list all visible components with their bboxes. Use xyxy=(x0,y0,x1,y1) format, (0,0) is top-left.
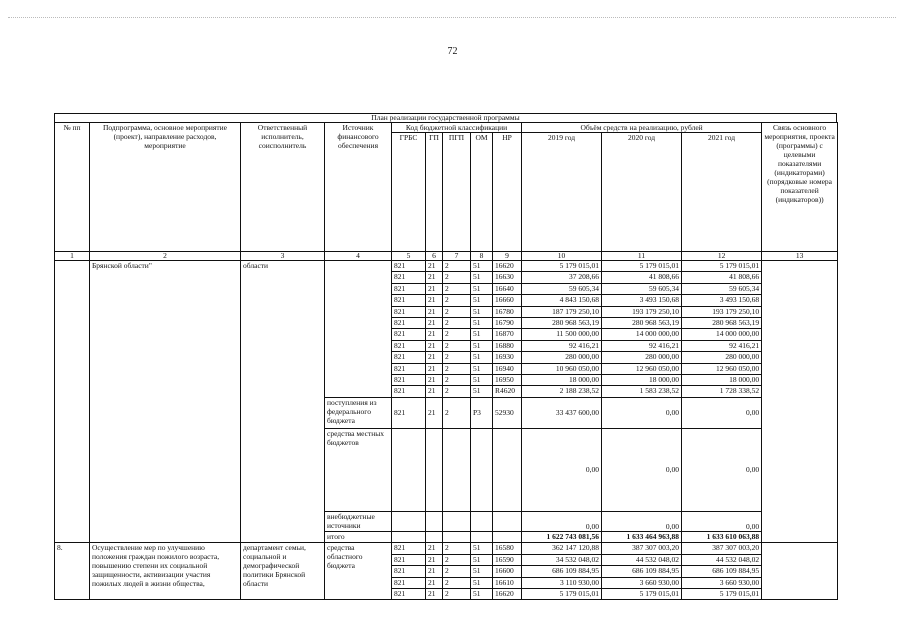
kbk-empty-cell xyxy=(471,511,493,531)
om-cell: 51 xyxy=(471,306,493,317)
gp-cell: 21 xyxy=(426,272,443,283)
amount-2020: 59 605,34 xyxy=(602,283,682,294)
program-plan-sheet xyxy=(54,113,837,600)
col-number: 5 xyxy=(392,252,426,261)
pgp-cell: 2 xyxy=(443,577,471,588)
grbs-cell: 821 xyxy=(392,375,426,386)
gp-cell: 21 xyxy=(426,261,443,272)
amount-2020: 5 179 015,01 xyxy=(602,588,682,599)
amount-2019: 11 500 000,00 xyxy=(522,329,602,340)
amount-2019: 2 188 238,52 xyxy=(522,386,602,397)
total-2021: 1 633 610 063,88 xyxy=(682,531,762,542)
amount-2021: 3 493 150,68 xyxy=(682,295,762,306)
np-cell: 52930 xyxy=(493,397,522,428)
gp-cell: 21 xyxy=(426,397,443,428)
om-cell: 51 xyxy=(471,283,493,294)
om-cell: 51 xyxy=(471,386,493,397)
np-cell: 16600 xyxy=(493,566,522,577)
amount-2021: 5 179 015,01 xyxy=(682,261,762,272)
kbk-empty-cell xyxy=(392,511,426,531)
amount-2020: 686 109 884,95 xyxy=(602,566,682,577)
pgp-cell: 2 xyxy=(443,306,471,317)
np-cell: 16590 xyxy=(493,554,522,565)
om-cell: 51 xyxy=(471,352,493,363)
header-pgp: ПГП xyxy=(443,133,471,252)
om-cell: P3 xyxy=(471,397,493,428)
amount-2020: 5 179 015,01 xyxy=(602,261,682,272)
kbk-empty-cell xyxy=(392,428,426,511)
amount-2021: 280 968 563,19 xyxy=(682,318,762,329)
amount-2021: 3 660 930,00 xyxy=(682,577,762,588)
amount-2020: 0,00 xyxy=(602,428,682,511)
amount-2019: 3 110 930,00 xyxy=(522,577,602,588)
gp-cell: 21 xyxy=(426,543,443,554)
subprogram-name: Брянской области" xyxy=(90,261,241,543)
grbs-cell: 821 xyxy=(392,352,426,363)
gp-cell: 21 xyxy=(426,363,443,374)
amount-2020: 41 808,66 xyxy=(602,272,682,283)
source-cell xyxy=(325,261,392,398)
kbk-empty-cell xyxy=(443,428,471,511)
col-number: 1 xyxy=(55,252,90,261)
row-number-cell: 8. xyxy=(55,543,90,600)
header-subprogram: Подпрограмма, основное мероприятие (проект), направление расходов, мероприятие xyxy=(90,123,241,252)
np-cell: 16880 xyxy=(493,340,522,351)
pgp-cell: 2 xyxy=(443,566,471,577)
np-cell: 16620 xyxy=(493,588,522,599)
grbs-cell: 821 xyxy=(392,386,426,397)
kbk-empty-cell xyxy=(443,531,471,542)
col-number: 7 xyxy=(443,252,471,261)
table-title: План реализации государственной программы xyxy=(54,113,837,122)
gp-cell: 21 xyxy=(426,386,443,397)
om-cell: 51 xyxy=(471,363,493,374)
pgp-cell: 2 xyxy=(443,329,471,340)
amount-2019: 187 179 250,10 xyxy=(522,306,602,317)
gp-cell: 21 xyxy=(426,588,443,599)
grbs-cell: 821 xyxy=(392,306,426,317)
col-number: 2 xyxy=(90,252,241,261)
plan-table xyxy=(54,122,838,600)
om-cell: 51 xyxy=(471,543,493,554)
amount-2019: 33 437 600,00 xyxy=(522,397,602,428)
kbk-empty-cell xyxy=(443,511,471,531)
col-number: 8 xyxy=(471,252,493,261)
amount-2020: 3 660 930,00 xyxy=(602,577,682,588)
np-cell: 16780 xyxy=(493,306,522,317)
pgp-cell: 2 xyxy=(443,588,471,599)
header-source: Источник финансового обеспечения xyxy=(325,123,392,252)
kbk-empty-cell xyxy=(493,511,522,531)
amount-2019: 34 532 048,02 xyxy=(522,554,602,565)
om-cell: 51 xyxy=(471,375,493,386)
om-cell: 51 xyxy=(471,329,493,340)
np-cell: 16620 xyxy=(493,261,522,272)
header-num: № пп xyxy=(55,123,90,252)
col-number: 4 xyxy=(325,252,392,261)
column-number-row xyxy=(55,252,838,261)
gp-cell: 21 xyxy=(426,318,443,329)
total-2020: 1 633 464 963,88 xyxy=(602,531,682,542)
np-cell: 16940 xyxy=(493,363,522,374)
gp-cell: 21 xyxy=(426,329,443,340)
gp-cell: 21 xyxy=(426,577,443,588)
np-cell: 16930 xyxy=(493,352,522,363)
indicators-cell xyxy=(762,261,838,543)
np-cell: 16950 xyxy=(493,375,522,386)
gp-cell: 21 xyxy=(426,375,443,386)
amount-2021: 0,00 xyxy=(682,428,762,511)
amount-2020: 44 532 048,02 xyxy=(602,554,682,565)
amount-2019: 92 416,21 xyxy=(522,340,602,351)
amount-2019: 37 208,66 xyxy=(522,272,602,283)
gp-cell: 21 xyxy=(426,352,443,363)
kbk-empty-cell xyxy=(426,511,443,531)
pgp-cell: 2 xyxy=(443,386,471,397)
amount-2019: 59 605,34 xyxy=(522,283,602,294)
amount-2019: 280 968 563,19 xyxy=(522,318,602,329)
grbs-cell: 821 xyxy=(392,295,426,306)
amount-2019: 10 960 050,00 xyxy=(522,363,602,374)
om-cell: 51 xyxy=(471,295,493,306)
grbs-cell: 821 xyxy=(392,577,426,588)
amount-2021: 12 960 050,00 xyxy=(682,363,762,374)
amount-2020: 92 416,21 xyxy=(602,340,682,351)
grbs-cell: 821 xyxy=(392,272,426,283)
indicators-cell xyxy=(762,543,838,600)
amount-2020: 387 307 003,20 xyxy=(602,543,682,554)
gp-cell: 21 xyxy=(426,554,443,565)
col-number: 10 xyxy=(522,252,602,261)
amount-2019: 5 179 015,01 xyxy=(522,588,602,599)
om-cell: 51 xyxy=(471,577,493,588)
amount-2019: 0,00 xyxy=(522,511,602,531)
header-2020: 2020 год xyxy=(602,133,682,252)
amount-2019: 4 843 150,68 xyxy=(522,295,602,306)
pgp-cell: 2 xyxy=(443,375,471,386)
np-cell: 16580 xyxy=(493,543,522,554)
amount-2021: 41 808,66 xyxy=(682,272,762,283)
amount-2021: 92 416,21 xyxy=(682,340,762,351)
col-number: 3 xyxy=(241,252,325,261)
amount-2021: 387 307 003,20 xyxy=(682,543,762,554)
pgp-cell: 2 xyxy=(443,363,471,374)
grbs-cell: 821 xyxy=(392,340,426,351)
amount-2020: 0,00 xyxy=(602,397,682,428)
om-cell: 51 xyxy=(471,261,493,272)
pgp-cell: 2 xyxy=(443,340,471,351)
kbk-empty-cell xyxy=(426,531,443,542)
gp-cell: 21 xyxy=(426,340,443,351)
gp-cell: 21 xyxy=(426,295,443,306)
amount-2021: 1 728 338,52 xyxy=(682,386,762,397)
table-row xyxy=(55,543,838,554)
kbk-empty-cell xyxy=(392,531,426,542)
om-cell: 51 xyxy=(471,588,493,599)
amount-2019: 280 000,00 xyxy=(522,352,602,363)
pgp-cell: 2 xyxy=(443,283,471,294)
amount-2021: 193 179 250,10 xyxy=(682,306,762,317)
om-cell: 51 xyxy=(471,272,493,283)
amount-2020: 12 960 050,00 xyxy=(602,363,682,374)
om-cell: 51 xyxy=(471,318,493,329)
amount-2021: 14 000 000,00 xyxy=(682,329,762,340)
grbs-cell: 821 xyxy=(392,588,426,599)
kbk-empty-cell xyxy=(471,428,493,511)
grbs-cell: 821 xyxy=(392,318,426,329)
total-label: итого xyxy=(325,531,392,542)
amount-2021: 5 179 015,01 xyxy=(682,588,762,599)
grbs-cell: 821 xyxy=(392,363,426,374)
pgp-cell: 2 xyxy=(443,397,471,428)
pgp-cell: 2 xyxy=(443,543,471,554)
source-federal: поступления из федерального бюджета xyxy=(325,397,392,428)
header-kbk-group: Код бюджетной классификации xyxy=(392,123,522,133)
header-2021: 2021 год xyxy=(682,133,762,252)
header-om: ОМ xyxy=(471,133,493,252)
np-cell: 16660 xyxy=(493,295,522,306)
amount-2020: 0,00 xyxy=(602,511,682,531)
header-executor: Ответственный исполнитель, соисполнитель xyxy=(241,123,325,252)
amount-2021: 0,00 xyxy=(682,511,762,531)
pgp-cell: 2 xyxy=(443,318,471,329)
col-number: 6 xyxy=(426,252,443,261)
col-number: 13 xyxy=(762,252,838,261)
kbk-empty-cell xyxy=(426,428,443,511)
col-number: 12 xyxy=(682,252,762,261)
executor-name: департамент семьи, социальной и демографической политики Брянской области xyxy=(241,543,325,600)
amount-2021: 280 000,00 xyxy=(682,352,762,363)
np-cell: 16640 xyxy=(493,283,522,294)
grbs-cell: 821 xyxy=(392,566,426,577)
kbk-empty-cell xyxy=(493,428,522,511)
pgp-cell: 2 xyxy=(443,261,471,272)
amount-2019: 362 147 120,88 xyxy=(522,543,602,554)
amount-2020: 1 583 238,52 xyxy=(602,386,682,397)
grbs-cell: 821 xyxy=(392,283,426,294)
np-cell: 16790 xyxy=(493,318,522,329)
header-indicators: Связь основного мероприятия, проекта (программы) с целевыми показателями (индикаторами) (порядковые номера показателей (индикаторов)) xyxy=(762,123,838,252)
row-number-cell xyxy=(55,261,90,543)
grbs-cell: 821 xyxy=(392,543,426,554)
om-cell: 51 xyxy=(471,566,493,577)
amount-2019: 686 109 884,95 xyxy=(522,566,602,577)
grbs-cell: 821 xyxy=(392,397,426,428)
amount-2020: 3 493 150,68 xyxy=(602,295,682,306)
amount-2019: 5 179 015,01 xyxy=(522,261,602,272)
np-cell: R4620 xyxy=(493,386,522,397)
header-2019: 2019 год xyxy=(522,133,602,252)
np-cell: 16610 xyxy=(493,577,522,588)
amount-2021: 686 109 884,95 xyxy=(682,566,762,577)
amount-2020: 280 968 563,19 xyxy=(602,318,682,329)
amount-2019: 18 000,00 xyxy=(522,375,602,386)
amount-2021: 59 605,34 xyxy=(682,283,762,294)
kbk-empty-cell xyxy=(471,531,493,542)
measure-name: Осуществление мер по улучшению положения граждан пожилого возраста, повышению степени их социальной защищенности, активизации участия пожилых людей в жизни общества, xyxy=(90,543,241,600)
amount-2021: 18 000,00 xyxy=(682,375,762,386)
np-cell: 16870 xyxy=(493,329,522,340)
header-amount-group: Объём средств на реализацию, рублей xyxy=(522,123,762,133)
gp-cell: 21 xyxy=(426,306,443,317)
amount-2020: 193 179 250,10 xyxy=(602,306,682,317)
table-row xyxy=(55,261,838,272)
gp-cell: 21 xyxy=(426,283,443,294)
om-cell: 51 xyxy=(471,340,493,351)
total-2019: 1 622 743 081,56 xyxy=(522,531,602,542)
amount-2021: 0,00 xyxy=(682,397,762,428)
col-number: 9 xyxy=(493,252,522,261)
pgp-cell: 2 xyxy=(443,554,471,565)
np-cell: 16630 xyxy=(493,272,522,283)
grbs-cell: 821 xyxy=(392,329,426,340)
kbk-empty-cell xyxy=(493,531,522,542)
gp-cell: 21 xyxy=(426,566,443,577)
pgp-cell: 2 xyxy=(443,272,471,283)
amount-2021: 44 532 048,02 xyxy=(682,554,762,565)
amount-2020: 280 000,00 xyxy=(602,352,682,363)
grbs-cell: 821 xyxy=(392,261,426,272)
top-rule xyxy=(8,17,896,18)
source-extrabudget: внебюджетные источники xyxy=(325,511,392,531)
amount-2020: 18 000,00 xyxy=(602,375,682,386)
amount-2020: 14 000 000,00 xyxy=(602,329,682,340)
header-grbs: ГРБС xyxy=(392,133,426,252)
amount-2019: 0,00 xyxy=(522,428,602,511)
pgp-cell: 2 xyxy=(443,295,471,306)
executor-name: области xyxy=(241,261,325,543)
om-cell: 51 xyxy=(471,554,493,565)
pgp-cell: 2 xyxy=(443,352,471,363)
header-np: НР xyxy=(493,133,522,252)
grbs-cell: 821 xyxy=(392,554,426,565)
header-gp: ГП xyxy=(426,133,443,252)
source-local: средства местных бюджетов xyxy=(325,428,392,511)
col-number: 11 xyxy=(602,252,682,261)
page-number: 72 xyxy=(447,46,458,57)
source-cell: средства областного бюджета xyxy=(325,543,392,600)
